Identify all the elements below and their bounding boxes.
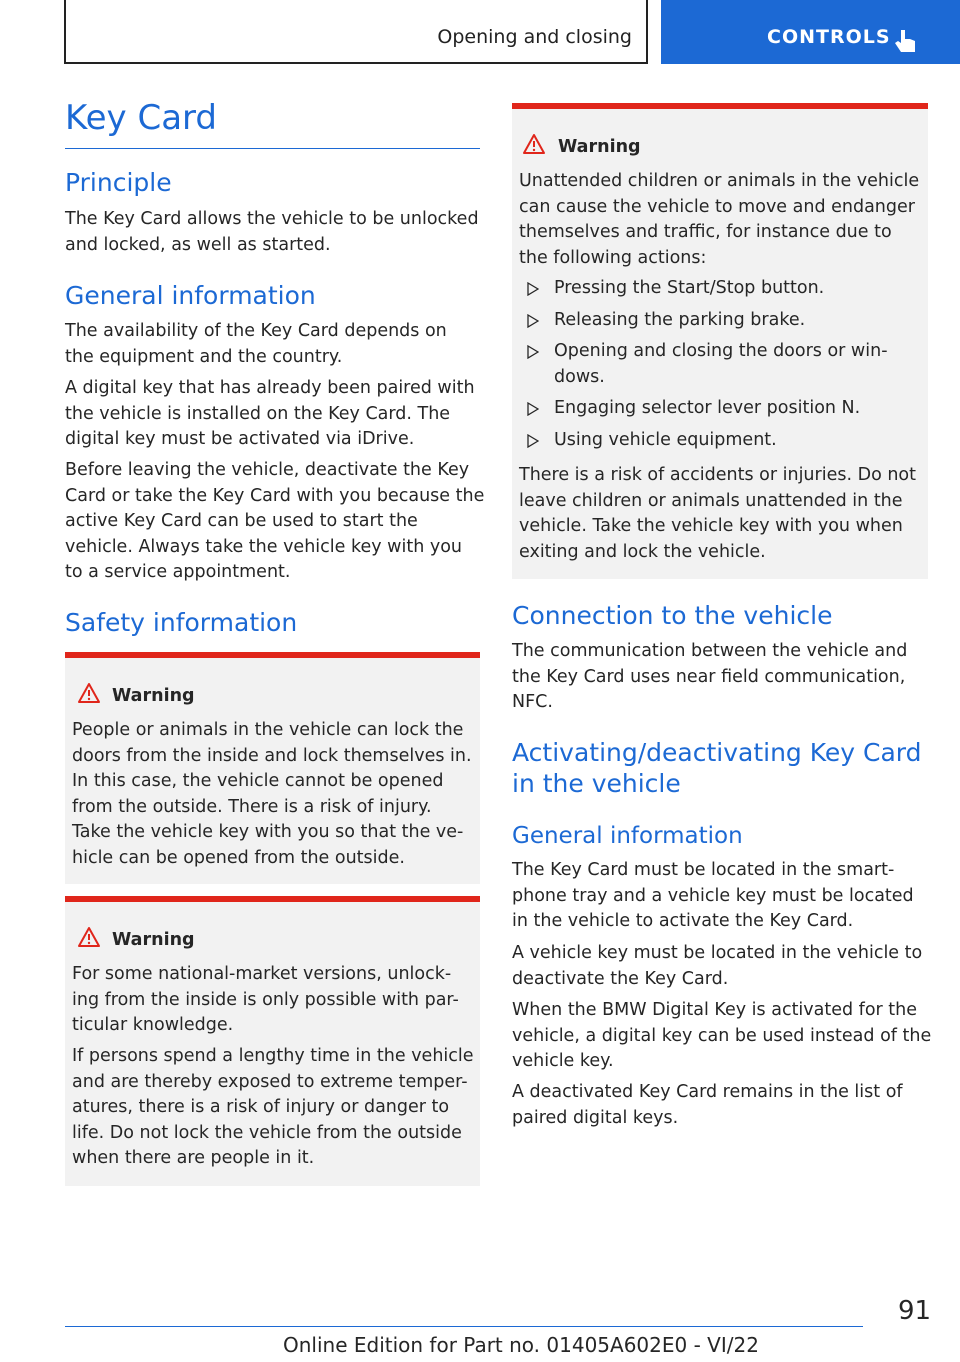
- general-info-p1: The availability of the Key Card depends on the equipment and the country.: [65, 321, 447, 367]
- header-section-title: Opening and closing: [437, 26, 632, 48]
- list-item: Releasing the parking brake.: [519, 308, 919, 334]
- warning-triangle-icon: [77, 682, 101, 704]
- list-item: Opening and closing the doors or win-dows.: [519, 339, 919, 390]
- warning-label: Warning: [112, 930, 195, 950]
- right-general-info-heading: General information: [512, 823, 743, 849]
- general-info-p3: Before leaving the vehicle, deactivate the Key Card or take the Key Card with you because the active Key Card can be used to start the vehicle. Always take the vehicle key with you to a service appointment.: [65, 460, 485, 582]
- bullet-triangle-icon: [527, 434, 539, 448]
- warning-text-2: If persons spend a lengthy time in the vehicle and are thereby exposed to extreme temper-atures, there is a risk of injury or danger to life. Do not lock the vehicle from the outside when there are people in it.: [72, 1046, 474, 1168]
- list-item: Engaging selector lever position N.: [519, 396, 919, 422]
- safety-info-heading: Safety information: [65, 608, 298, 637]
- page-title: Key Card: [65, 98, 217, 138]
- general-info-p2: A digital key that has already been paired with the vehicle is installed on the Key Card. The digital key must be activated via iDrive.: [65, 378, 475, 449]
- header-chapter-label: CONTROLS: [767, 26, 891, 48]
- right-general-p1: The Key Card must be located in the smart-phone tray and a vehicle key must be located in the vehicle to activate the Key Card.: [512, 860, 914, 931]
- principle-heading: Principle: [65, 168, 172, 197]
- warning-triangle-icon: [522, 133, 546, 155]
- warning-box-2: [65, 896, 480, 1186]
- footer-edition: Online Edition for Part no. 01405A602E0 - VI/22: [283, 1333, 759, 1357]
- footer-rule: [65, 1326, 863, 1327]
- right-general-p4: A deactivated Key Card remains in the list of paired digital keys.: [512, 1082, 903, 1128]
- page-number: 91: [898, 1296, 932, 1326]
- bullet-triangle-icon: [527, 402, 539, 416]
- warning-intro: Unattended children or animals in the vehicle can cause the vehicle to move and endanger themselves and traffic, for instance due to the following actions:: [519, 171, 920, 268]
- list-item: Pressing the Start/Stop button.: [519, 276, 919, 302]
- right-general-p2: A vehicle key must be located in the vehicle to deactivate the Key Card.: [512, 943, 923, 989]
- warning-action-list: [519, 276, 919, 459]
- title-rule: [65, 148, 480, 149]
- connection-text: The communication between the vehicle and the Key Card uses near field communication, NFC.: [512, 641, 908, 712]
- warning-box-3: [512, 103, 928, 579]
- warning-text: People or animals in the vehicle can lock the doors from the inside and lock themselves in. In this case, the vehicle cannot be opened from the outside. There is a risk of injury. Take the vehicle key with you so that the ve-hicle can be opened from the outside.: [72, 720, 472, 868]
- warning-triangle-icon: [77, 926, 101, 948]
- bullet-triangle-icon: [527, 314, 539, 328]
- warning-label: Warning: [558, 137, 641, 157]
- hand-pointer-icon: [893, 28, 919, 56]
- principle-text: The Key Card allows the vehicle to be unlocked and locked, as well as started.: [65, 209, 479, 255]
- list-item: Using vehicle equipment.: [519, 428, 919, 454]
- connection-heading: Connection to the vehicle: [512, 601, 833, 630]
- bullet-triangle-icon: [527, 345, 539, 359]
- header-section-box: [64, 0, 648, 64]
- right-general-p3: When the BMW Digital Key is activated for the vehicle, a digital key can be used instead of the vehicle key.: [512, 1000, 932, 1071]
- activating-heading: Activating/deactivating Key Card in the vehicle: [512, 738, 922, 798]
- warning-box-1: [65, 652, 480, 884]
- bullet-triangle-icon: [527, 282, 539, 296]
- warning-label: Warning: [112, 686, 195, 706]
- warning-text-1: For some national-market versions, unlock-ing from the inside is only possible with par-ticular knowledge.: [72, 964, 459, 1035]
- general-info-heading: General information: [65, 281, 316, 310]
- warning-outro: There is a risk of accidents or injuries. Do not leave children or animals unattended in the vehicle. Take the vehicle key with you when exiting and lock the vehicle.: [519, 465, 916, 562]
